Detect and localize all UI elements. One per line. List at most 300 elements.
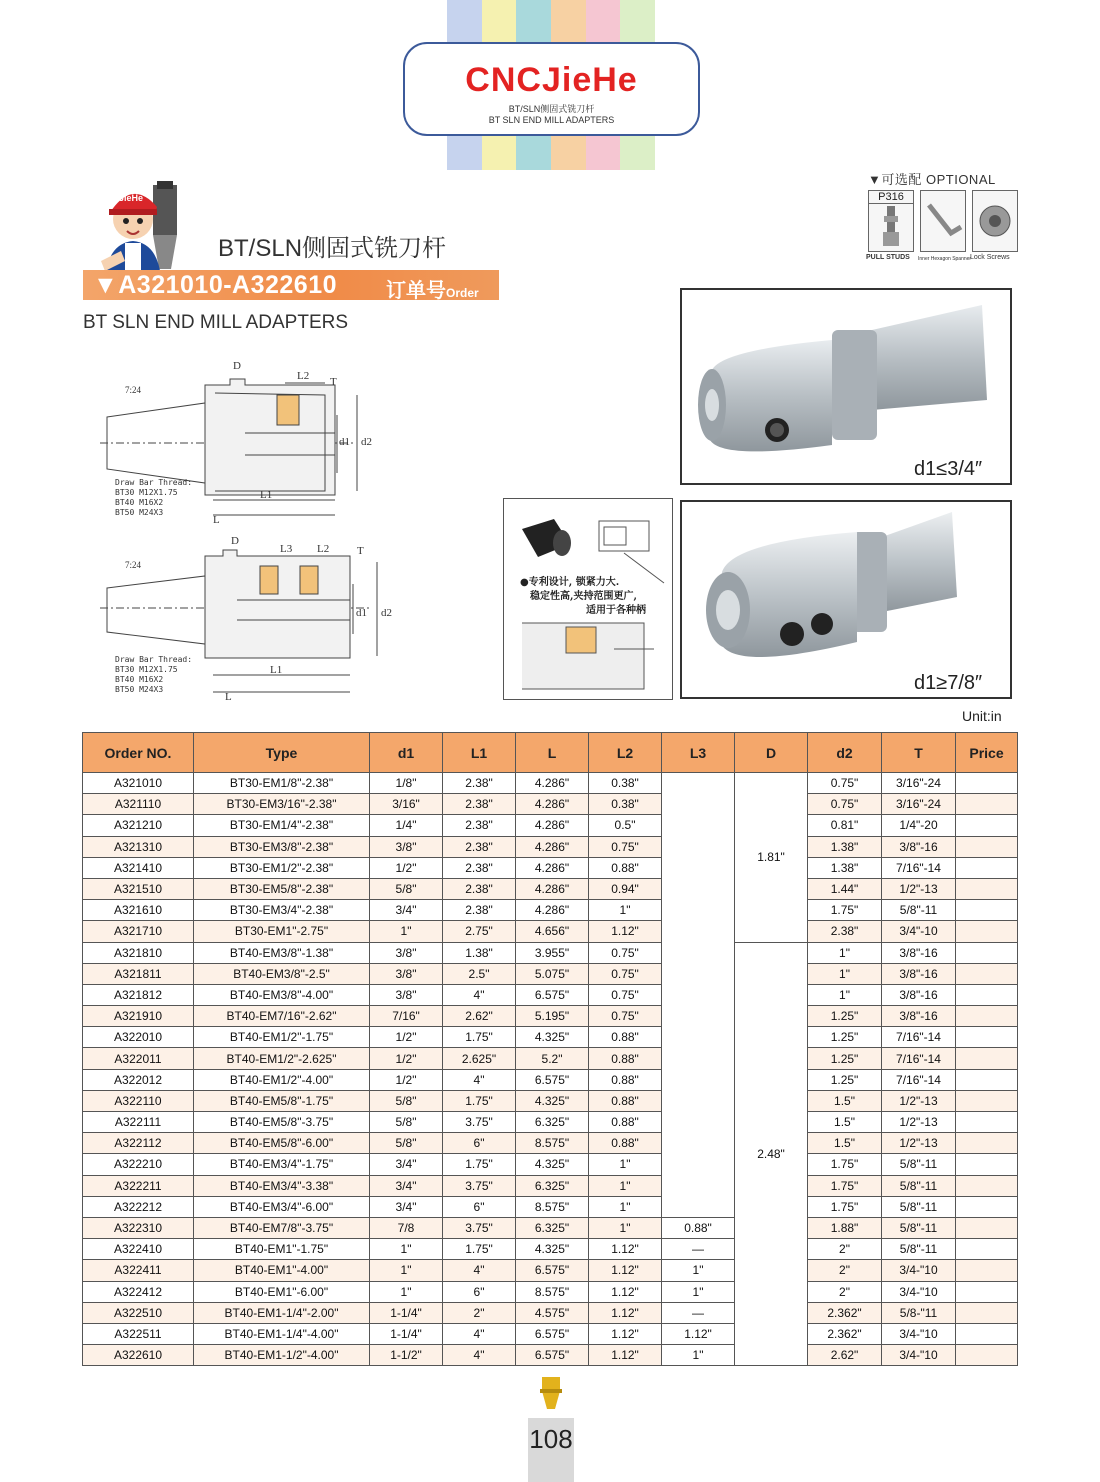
type-cell: BT40-EM7/16"-2.62" xyxy=(194,1006,370,1027)
L2-cell: 0.38" xyxy=(589,794,662,815)
dim-d1: d1 xyxy=(356,607,367,619)
feature-illustration xyxy=(504,499,672,699)
L1-cell: 2.75" xyxy=(443,921,516,942)
type-cell: BT40-EM1"-4.00" xyxy=(194,1260,370,1281)
brand-prefix: CNC xyxy=(465,61,542,99)
L2-cell: 1" xyxy=(589,900,662,921)
d2-cell: 1" xyxy=(808,984,882,1005)
feature-line-1: ●专利设计, 锁紧力大. xyxy=(520,577,620,588)
dim-L: L xyxy=(225,691,232,703)
L-cell: 4.325" xyxy=(516,1027,589,1048)
L2-cell: 0.75" xyxy=(589,963,662,984)
d1-cell: 3/8" xyxy=(370,984,443,1005)
d1-cell: 3/8" xyxy=(370,963,443,984)
hex-spanner-icon xyxy=(921,191,965,251)
price-cell xyxy=(956,984,1018,1005)
T-cell: 3/8"-16 xyxy=(882,1006,956,1027)
L-cell: 3.955" xyxy=(516,942,589,963)
order-no-cell: A321010 xyxy=(83,773,194,794)
table-row xyxy=(83,942,1018,963)
d1-cell: 5/8" xyxy=(370,1112,443,1133)
d1-cell: 3/4" xyxy=(370,900,443,921)
L1-cell: 2.38" xyxy=(443,878,516,899)
L1-cell: 1.75" xyxy=(443,1090,516,1111)
order-no-cell: A321410 xyxy=(83,857,194,878)
price-cell xyxy=(956,1345,1018,1366)
table-row xyxy=(83,815,1018,836)
L2-cell: 1" xyxy=(589,1154,662,1175)
L1-cell: 3.75" xyxy=(443,1175,516,1196)
order-no-cell: A322212 xyxy=(83,1196,194,1217)
table-row xyxy=(83,1112,1018,1133)
logo-subtitle-cn: BT/SLN侧固式铣刀杆 xyxy=(508,104,595,114)
order-no-cell: A322410 xyxy=(83,1239,194,1260)
L-cell: 5.075" xyxy=(516,963,589,984)
page-title-en: BT SLN END MILL ADAPTERS xyxy=(83,312,349,333)
dim-d2: d2 xyxy=(361,436,372,448)
price-cell xyxy=(956,1281,1018,1302)
d2-cell: 2" xyxy=(808,1260,882,1281)
table-row xyxy=(83,984,1018,1005)
d1-cell: 7/8 xyxy=(370,1217,443,1238)
d2-cell: 2" xyxy=(808,1239,882,1260)
price-cell xyxy=(956,963,1018,984)
d1-cell: 3/4" xyxy=(370,1154,443,1175)
price-cell xyxy=(956,815,1018,836)
table-row xyxy=(83,1302,1018,1323)
L-cell: 8.575" xyxy=(516,1281,589,1302)
order-no-cell: A322012 xyxy=(83,1069,194,1090)
d1-cell: 7/16" xyxy=(370,1006,443,1027)
L-cell: 6.575" xyxy=(516,1260,589,1281)
type-cell: BT40-EM1"-1.75" xyxy=(194,1239,370,1260)
order-range: ▼A321010-A322610 xyxy=(93,271,338,299)
type-cell: BT40-EM5/8"-6.00" xyxy=(194,1133,370,1154)
D-cell-group-bt30: 1.81" xyxy=(735,773,808,943)
L-cell: 6.575" xyxy=(516,1069,589,1090)
type-cell: BT40-EM1/2"-4.00" xyxy=(194,1069,370,1090)
d1-cell: 1/2" xyxy=(370,1048,443,1069)
feature-line-2: 稳定性高,夹持范围更广, xyxy=(530,591,637,602)
thread-bt50: BT50 M24X3 xyxy=(115,685,164,694)
order-no-cell: A322310 xyxy=(83,1217,194,1238)
T-cell: 1/4"-20 xyxy=(882,815,956,836)
dim-L3: L3 xyxy=(280,543,293,555)
L1-cell: 1.75" xyxy=(443,1027,516,1048)
table-row xyxy=(83,1006,1018,1027)
d1-cell: 1/4" xyxy=(370,815,443,836)
order-no-cell: A321910 xyxy=(83,1006,194,1027)
d1-cell: 5/8" xyxy=(370,878,443,899)
L1-cell: 2.38" xyxy=(443,857,516,878)
table-row xyxy=(83,900,1018,921)
d1-cell: 3/8" xyxy=(370,942,443,963)
order-no-cell: A321510 xyxy=(83,878,194,899)
L-cell: 4.286" xyxy=(516,794,589,815)
brand-logo xyxy=(403,42,700,136)
d2-cell: 1.25" xyxy=(808,1027,882,1048)
L1-cell: 4" xyxy=(443,1069,516,1090)
d2-cell: 1" xyxy=(808,963,882,984)
thread-bt50: BT50 M24X3 xyxy=(115,508,164,517)
L1-cell: 2.38" xyxy=(443,773,516,794)
dim-D: D xyxy=(233,360,241,372)
order-no-cell: A322210 xyxy=(83,1154,194,1175)
feature-callout xyxy=(503,498,673,700)
d1-cell: 1-1/2" xyxy=(370,1345,443,1366)
price-cell xyxy=(956,1027,1018,1048)
page-number: 108 xyxy=(529,1424,573,1454)
L1-cell: 4" xyxy=(443,984,516,1005)
d1-cell: 5/8" xyxy=(370,1090,443,1111)
T-cell: 1/2"-13 xyxy=(882,1133,956,1154)
d1-cell: 3/8" xyxy=(370,836,443,857)
order-no-cell: A322211 xyxy=(83,1175,194,1196)
L-cell: 4.656" xyxy=(516,921,589,942)
feature-line-3: 适用于各种柄 xyxy=(586,605,646,616)
col-d1: d1 xyxy=(370,733,443,773)
type-cell: BT40-EM1/2"-2.625" xyxy=(194,1048,370,1069)
L1-cell: 6" xyxy=(443,1133,516,1154)
L1-cell: 3.75" xyxy=(443,1112,516,1133)
L2-cell: 1.12" xyxy=(589,921,662,942)
d2-cell: 1" xyxy=(808,942,882,963)
T-cell: 5/8"-11 xyxy=(882,1196,956,1217)
table-row xyxy=(83,1175,1018,1196)
L1-cell: 4" xyxy=(443,1345,516,1366)
d1-cell: 1/2" xyxy=(370,1069,443,1090)
type-cell: BT30-EM1/2"-2.38" xyxy=(194,857,370,878)
T-cell: 3/4-"10 xyxy=(882,1323,956,1344)
pull-stud-thumbnail xyxy=(868,190,914,252)
order-label-cn: 订单号 xyxy=(386,280,446,302)
table-row xyxy=(83,1239,1018,1260)
thread-title: Draw Bar Thread: xyxy=(115,655,193,664)
type-cell: BT40-EM3/8"-2.5" xyxy=(194,963,370,984)
L3-cell: — xyxy=(662,1239,735,1260)
T-cell: 5/8"-11 xyxy=(882,1217,956,1238)
L-cell: 4.325" xyxy=(516,1239,589,1260)
type-cell: BT40-EM7/8"-3.75" xyxy=(194,1217,370,1238)
col-T: T xyxy=(882,733,956,773)
type-cell: BT30-EM1/8"-2.38" xyxy=(194,773,370,794)
type-cell: BT40-EM5/8"-1.75" xyxy=(194,1090,370,1111)
order-no-cell: A322112 xyxy=(83,1133,194,1154)
type-cell: BT30-EM3/8"-2.38" xyxy=(194,836,370,857)
price-cell xyxy=(956,1260,1018,1281)
page-title-cn: BT/SLN侧固式铣刀杆 xyxy=(218,235,447,262)
mascot-icon xyxy=(95,177,195,277)
D-cell-group-bt40: 2.48" xyxy=(735,942,808,1366)
table-row xyxy=(83,878,1018,899)
taper-label: 7:24 xyxy=(125,385,142,395)
logo-subtitle-en: BT SLN END MILL ADAPTERS xyxy=(488,115,615,125)
L-cell: 6.575" xyxy=(516,1345,589,1366)
d2-cell: 1.88" xyxy=(808,1217,882,1238)
L3-cell: 1" xyxy=(662,1281,735,1302)
price-cell xyxy=(956,942,1018,963)
type-cell: BT40-EM3/8"-1.38" xyxy=(194,942,370,963)
col-type: Type xyxy=(194,733,370,773)
table-row xyxy=(83,1069,1018,1090)
table-row xyxy=(83,1154,1018,1175)
dim-d1: d1 xyxy=(339,436,350,448)
price-cell xyxy=(956,1154,1018,1175)
end-mill-adapter-small-image xyxy=(682,290,1010,483)
table-row xyxy=(83,794,1018,815)
d1-cell: 1/8" xyxy=(370,773,443,794)
lock-screw-thumbnail xyxy=(972,190,1018,252)
L-cell: 6.575" xyxy=(516,984,589,1005)
L1-cell: 1.38" xyxy=(443,942,516,963)
thread-bt30: BT30 M12X1.75 xyxy=(115,665,178,674)
type-cell: BT40-EM1-1/2"-4.00" xyxy=(194,1345,370,1366)
table-row xyxy=(83,1260,1018,1281)
T-cell: 3/8"-16 xyxy=(882,942,956,963)
table-row xyxy=(83,857,1018,878)
price-cell xyxy=(956,1006,1018,1027)
L2-cell: 1" xyxy=(589,1196,662,1217)
diameter-label-large: d1≥7/8″ xyxy=(914,672,983,694)
table-row xyxy=(83,963,1018,984)
table-row xyxy=(83,773,1018,794)
brand-name: JieHe xyxy=(541,61,638,99)
pull-stud-label: PULL STUDS xyxy=(866,254,910,261)
d2-cell: 1.75" xyxy=(808,900,882,921)
L1-cell: 1.75" xyxy=(443,1239,516,1260)
order-no-cell: A322110 xyxy=(83,1090,194,1111)
d2-cell: 1.75" xyxy=(808,1154,882,1175)
price-cell xyxy=(956,1069,1018,1090)
L-cell: 4.286" xyxy=(516,773,589,794)
price-cell xyxy=(956,1112,1018,1133)
order-no-cell: A322412 xyxy=(83,1281,194,1302)
order-label xyxy=(386,274,499,326)
dim-L: L xyxy=(213,514,220,526)
price-cell xyxy=(956,773,1018,794)
T-cell: 1/2"-13 xyxy=(882,878,956,899)
end-mill-adapter-large-image xyxy=(682,502,1010,697)
col-L2: L2 xyxy=(589,733,662,773)
T-cell: 5/8"-11 xyxy=(882,900,956,921)
order-no-cell: A322111 xyxy=(83,1112,194,1133)
order-label-en: Order NO. xyxy=(386,286,479,323)
T-cell: 3/4-"10 xyxy=(882,1345,956,1366)
d2-cell: 2" xyxy=(808,1281,882,1302)
type-cell: BT40-EM3/4"-1.75" xyxy=(194,1154,370,1175)
L1-cell: 4" xyxy=(443,1260,516,1281)
order-no-cell: A322511 xyxy=(83,1323,194,1344)
d2-cell: 2.38" xyxy=(808,921,882,942)
col-d2: d2 xyxy=(808,733,882,773)
L2-cell: 0.5" xyxy=(589,815,662,836)
thread-title: Draw Bar Thread: xyxy=(115,478,193,487)
T-cell: 7/16"-14 xyxy=(882,1069,956,1090)
T-cell: 3/4-"10 xyxy=(882,1281,956,1302)
L2-cell: 0.75" xyxy=(589,1006,662,1027)
type-cell: BT40-EM3/4"-3.38" xyxy=(194,1175,370,1196)
L2-cell: 0.88" xyxy=(589,857,662,878)
d2-cell: 2.362" xyxy=(808,1323,882,1344)
d1-cell: 1" xyxy=(370,1260,443,1281)
d1-cell: 1-1/4" xyxy=(370,1323,443,1344)
d2-cell: 0.75" xyxy=(808,773,882,794)
type-cell: BT40-EM1-1/4"-4.00" xyxy=(194,1323,370,1344)
L2-cell: 0.88" xyxy=(589,1027,662,1048)
d1-cell: 1" xyxy=(370,921,443,942)
L1-cell: 2.38" xyxy=(443,794,516,815)
page-number-tab xyxy=(528,1418,574,1482)
L1-cell: 6" xyxy=(443,1196,516,1217)
table-row xyxy=(83,1090,1018,1111)
T-cell: 1/2"-13 xyxy=(882,1112,956,1133)
T-cell: 3/8"-16 xyxy=(882,984,956,1005)
T-cell: 3/16"-24 xyxy=(882,773,956,794)
L1-cell: 1.75" xyxy=(443,1154,516,1175)
L-cell: 5.2" xyxy=(516,1048,589,1069)
L2-cell: 1.12" xyxy=(589,1260,662,1281)
d2-cell: 1.75" xyxy=(808,1196,882,1217)
T-cell: 5/8"-11 xyxy=(882,1175,956,1196)
d1-cell: 1" xyxy=(370,1239,443,1260)
dim-L1: L1 xyxy=(260,489,273,501)
brand-wordmark xyxy=(405,62,698,98)
price-cell xyxy=(956,878,1018,899)
L2-cell: 1.12" xyxy=(589,1239,662,1260)
L2-cell: 1.12" xyxy=(589,1302,662,1323)
L-cell: 4.325" xyxy=(516,1090,589,1111)
mascot-badge: JieHe xyxy=(119,193,144,203)
T-cell: 3/4"-10 xyxy=(882,921,956,942)
hex-spanner-label: Inner Hexagon Spanner xyxy=(918,256,972,262)
order-no-cell: A322411 xyxy=(83,1260,194,1281)
L3-blank-cell xyxy=(662,773,735,1218)
L3-cell: 0.88" xyxy=(662,1217,735,1238)
type-cell: BT40-EM1"-6.00" xyxy=(194,1281,370,1302)
col-L3: L3 xyxy=(662,733,735,773)
d1-cell: 3/16" xyxy=(370,794,443,815)
L1-cell: 2.625" xyxy=(443,1048,516,1069)
d2-cell: 1.25" xyxy=(808,1006,882,1027)
type-cell: BT40-EM1-1/4"-2.00" xyxy=(194,1302,370,1323)
thread-bt40: BT40 M16X2 xyxy=(115,675,164,684)
table-header-row xyxy=(83,733,1018,773)
T-cell: 3/16"-24 xyxy=(882,794,956,815)
hex-spanner-thumbnail xyxy=(920,190,966,252)
col-L: L xyxy=(516,733,589,773)
price-cell xyxy=(956,1133,1018,1154)
price-cell xyxy=(956,1196,1018,1217)
L2-cell: 0.88" xyxy=(589,1112,662,1133)
table-row xyxy=(83,1281,1018,1302)
L-cell: 4.286" xyxy=(516,857,589,878)
L2-cell: 0.88" xyxy=(589,1069,662,1090)
d1-cell: 1/2" xyxy=(370,857,443,878)
type-cell: BT30-EM1/4"-2.38" xyxy=(194,815,370,836)
L2-cell: 1.12" xyxy=(589,1281,662,1302)
order-no-cell: A322010 xyxy=(83,1027,194,1048)
dim-L2: L2 xyxy=(297,370,310,382)
L-cell: 6.325" xyxy=(516,1175,589,1196)
L3-cell: 1" xyxy=(662,1260,735,1281)
L1-cell: 4" xyxy=(443,1323,516,1344)
L2-cell: 0.75" xyxy=(589,984,662,1005)
lock-screw-icon xyxy=(973,191,1017,251)
price-cell xyxy=(956,1239,1018,1260)
order-no-cell: A322510 xyxy=(83,1302,194,1323)
L1-cell: 2.62" xyxy=(443,1006,516,1027)
L1-cell: 6" xyxy=(443,1281,516,1302)
order-no-cell: A321811 xyxy=(83,963,194,984)
d2-cell: 0.81" xyxy=(808,815,882,836)
T-cell: 5/8"-11 xyxy=(882,1154,956,1175)
L2-cell: 0.38" xyxy=(589,773,662,794)
L2-cell: 1" xyxy=(589,1217,662,1238)
T-cell: 1/2"-13 xyxy=(882,1090,956,1111)
L-cell: 4.286" xyxy=(516,878,589,899)
L-cell: 4.286" xyxy=(516,836,589,857)
type-cell: BT30-EM3/16"-2.38" xyxy=(194,794,370,815)
type-cell: BT40-EM3/4"-6.00" xyxy=(194,1196,370,1217)
d2-cell: 0.75" xyxy=(808,794,882,815)
table-row xyxy=(83,1345,1018,1366)
order-no-cell: A321110 xyxy=(83,794,194,815)
table-row xyxy=(83,836,1018,857)
order-no-cell: A321310 xyxy=(83,836,194,857)
price-cell xyxy=(956,1323,1018,1344)
d1-cell: 5/8" xyxy=(370,1133,443,1154)
L2-cell: 0.75" xyxy=(589,942,662,963)
optional-heading: ▼可选配 OPTIONAL xyxy=(868,172,996,187)
L2-cell: 0.94" xyxy=(589,878,662,899)
price-cell xyxy=(956,794,1018,815)
T-cell: 3/4-"10 xyxy=(882,1260,956,1281)
L-cell: 4.575" xyxy=(516,1302,589,1323)
order-no-cell: A321210 xyxy=(83,815,194,836)
type-cell: BT40-EM5/8"-3.75" xyxy=(194,1112,370,1133)
T-cell: 3/8"-16 xyxy=(882,963,956,984)
dim-d2: d2 xyxy=(381,607,392,619)
L2-cell: 1.12" xyxy=(589,1345,662,1366)
price-cell xyxy=(956,857,1018,878)
L2-cell: 1.12" xyxy=(589,1323,662,1344)
pull-stud-icon xyxy=(869,204,913,248)
mascot-holder-icon xyxy=(536,1375,566,1413)
col-price: Price xyxy=(956,733,1018,773)
d2-cell: 1.5" xyxy=(808,1090,882,1111)
L-cell: 4.286" xyxy=(516,900,589,921)
table-row xyxy=(83,921,1018,942)
order-no-cell: A322610 xyxy=(83,1345,194,1366)
L1-cell: 2.38" xyxy=(443,900,516,921)
L-cell: 8.575" xyxy=(516,1196,589,1217)
d1-cell: 3/4" xyxy=(370,1196,443,1217)
col-D: D xyxy=(735,733,808,773)
taper-label: 7:24 xyxy=(125,560,142,570)
order-no-cell: A322011 xyxy=(83,1048,194,1069)
L1-cell: 2.38" xyxy=(443,815,516,836)
d2-cell: 1.5" xyxy=(808,1133,882,1154)
d2-cell: 1.25" xyxy=(808,1048,882,1069)
thread-bt30: BT30 M12X1.75 xyxy=(115,488,178,497)
col-order-no: Order NO. xyxy=(83,733,194,773)
spec-table xyxy=(82,732,1018,1366)
order-no-cell: A321812 xyxy=(83,984,194,1005)
L-cell: 6.575" xyxy=(516,1323,589,1344)
pull-stud-tag: P316 xyxy=(869,191,913,204)
T-cell: 7/16"-14 xyxy=(882,1048,956,1069)
d2-cell: 1.44" xyxy=(808,878,882,899)
